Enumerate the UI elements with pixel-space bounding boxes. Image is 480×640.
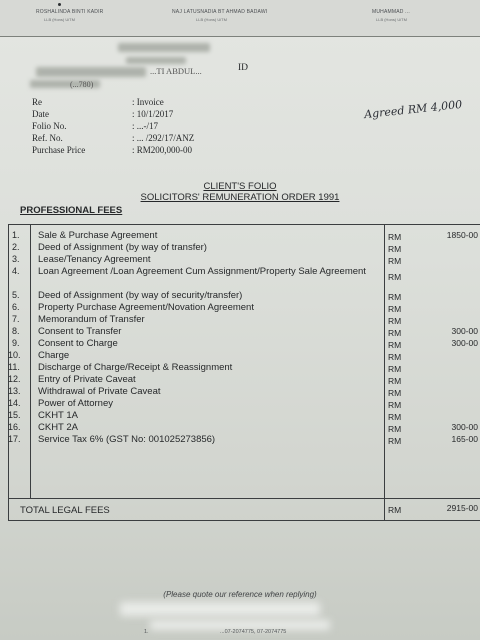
partner-name-2: NAJ LATUSNADIA BT AHMAD BADAWI xyxy=(172,9,268,15)
re-label: Re xyxy=(32,97,42,107)
fee-description: CKHT 1A xyxy=(38,410,78,421)
fee-number: 2. xyxy=(12,242,20,252)
fee-number: 15. xyxy=(8,410,21,420)
fee-currency: RM xyxy=(388,316,402,326)
letterhead-rule xyxy=(0,36,480,37)
fee-number: 3. xyxy=(12,254,20,264)
fee-number: 16. xyxy=(8,422,21,432)
fee-number: 17. xyxy=(8,434,21,444)
partner-name-1: ROSHALINDA BINTI KADIR xyxy=(36,9,104,15)
fee-currency: RM xyxy=(388,352,402,362)
address-fragment-right: ...07-2074775, 07-2074775 xyxy=(220,629,287,635)
total-rule xyxy=(8,498,480,499)
fee-description: Property Purchase Agreement/Novation Agreement xyxy=(38,302,254,313)
fee-description: Consent to Charge xyxy=(38,338,118,349)
total-currency: RM xyxy=(388,505,402,515)
fee-description: Service Tax 6% (GST No: 001025273856) xyxy=(38,434,216,445)
fee-description: Withdrawal of Private Caveat xyxy=(38,386,161,397)
fee-description: Memorandum of Transfer xyxy=(38,314,145,325)
purchase-price-value: : RM200,000-00 xyxy=(132,145,193,155)
fee-currency: RM xyxy=(388,436,402,446)
date-label: Date xyxy=(32,109,49,119)
redacted-addressee-3 xyxy=(36,67,146,77)
fee-currency: RM xyxy=(388,340,402,350)
fee-number: 6. xyxy=(12,302,20,312)
address-fragment-left: 1. xyxy=(144,629,149,635)
date-value: : 10/1/2017 xyxy=(132,109,174,119)
fee-number: 4. xyxy=(12,266,20,276)
fee-number: 14. xyxy=(8,398,21,408)
fee-currency: RM xyxy=(388,400,402,410)
fee-currency: RM xyxy=(388,364,402,374)
table-left-rule xyxy=(8,224,9,521)
fee-currency: RM xyxy=(388,412,402,422)
fee-description: Entry of Private Caveat xyxy=(38,374,136,385)
order-title: SOLICITORS' REMUNERATION ORDER 1991 xyxy=(140,192,340,203)
fee-number: 7. xyxy=(12,314,20,324)
fees-table xyxy=(8,224,480,521)
addressee-line3: ...TI ABDUL... xyxy=(150,66,202,76)
folio-title: CLIENT'S FOLIO xyxy=(203,181,277,192)
fee-amount: 300-00 xyxy=(451,326,478,336)
fee-description: Discharge of Charge/Receipt & Reassignment xyxy=(38,362,233,373)
letterhead xyxy=(0,0,480,36)
fee-number: 11. xyxy=(8,362,20,372)
fee-description: Deed of Assignment (by way of transfer) xyxy=(38,242,207,253)
fee-amount: 300-00 xyxy=(451,422,478,432)
logo-dot xyxy=(58,3,61,6)
ref-label: Ref. No. xyxy=(32,133,63,143)
folio-value: : ...-/17 xyxy=(132,121,158,131)
fee-description: Sale & Purchase Agreement xyxy=(38,230,158,241)
fee-currency: RM xyxy=(388,232,402,242)
partner-cred-2: LLB (Hons) UiTM xyxy=(196,17,227,22)
fee-currency: RM xyxy=(388,244,402,254)
section-heading: PROFESSIONAL FEES xyxy=(20,205,123,216)
fee-number: 10. xyxy=(8,350,21,360)
fee-currency: RM xyxy=(388,304,402,314)
fee-description: Loan Agreement /Loan Agreement Cum Assignment/Property Sale Agreement xyxy=(38,266,366,277)
fee-currency: RM xyxy=(388,388,402,398)
redacted-addressee-1 xyxy=(118,43,210,52)
total-amount: 2915-00 xyxy=(446,503,478,513)
fee-currency: RM xyxy=(388,256,402,266)
partner-name-3: MUHAMMAD ... xyxy=(372,9,410,15)
ref-value: : ... /292/17/ANZ xyxy=(132,133,195,143)
fee-currency: RM xyxy=(388,292,402,302)
table-top-rule xyxy=(8,224,480,225)
fee-amount: 165-00 xyxy=(451,434,478,444)
fee-description: Deed of Assignment (by way of security/transfer) xyxy=(38,290,243,301)
fee-number: 5. xyxy=(12,290,20,300)
redacted-addressee-2 xyxy=(126,57,186,64)
re-value: : Invoice xyxy=(132,97,164,107)
addressee-line4: (...780) xyxy=(70,80,94,89)
fee-currency: RM xyxy=(388,376,402,386)
fee-description: Charge xyxy=(38,350,70,361)
purchase-price-label: Purchase Price xyxy=(32,145,86,155)
fee-description: Lease/Tenancy Agreement xyxy=(38,254,151,265)
fee-number: 8. xyxy=(12,326,20,336)
number-column-rule xyxy=(30,224,31,498)
folio-label: Folio No. xyxy=(32,121,67,131)
fee-amount: 300-00 xyxy=(451,338,478,348)
fee-currency: RM xyxy=(388,328,402,338)
currency-column-rule xyxy=(384,224,385,521)
partner-cred-3: LLB (Hons) UiTM xyxy=(376,17,407,22)
fee-number: 1. xyxy=(12,230,20,240)
fee-number: 9. xyxy=(12,338,20,348)
fee-description: CKHT 2A xyxy=(38,422,78,433)
total-label: TOTAL LEGAL FEES xyxy=(20,505,110,516)
handwritten-note: Agreed RM 4,000 xyxy=(363,97,463,122)
fee-number: 12. xyxy=(8,374,21,384)
fee-amount: 1850-00 xyxy=(446,230,478,240)
footer-note: (Please quote our reference when replying) xyxy=(163,590,317,599)
fee-description: Consent to Transfer xyxy=(38,326,122,337)
redacted-footer-1 xyxy=(120,602,320,616)
fee-number: 13. xyxy=(8,386,21,396)
addressee-line3-suffix: ID xyxy=(238,63,249,73)
partner-cred-1: LLB (Hons) UiTM xyxy=(44,17,75,22)
table-bottom-rule xyxy=(8,520,480,521)
fee-currency: RM xyxy=(388,272,402,282)
fee-description: Power of Attorney xyxy=(38,398,113,409)
fee-currency: RM xyxy=(388,424,402,434)
